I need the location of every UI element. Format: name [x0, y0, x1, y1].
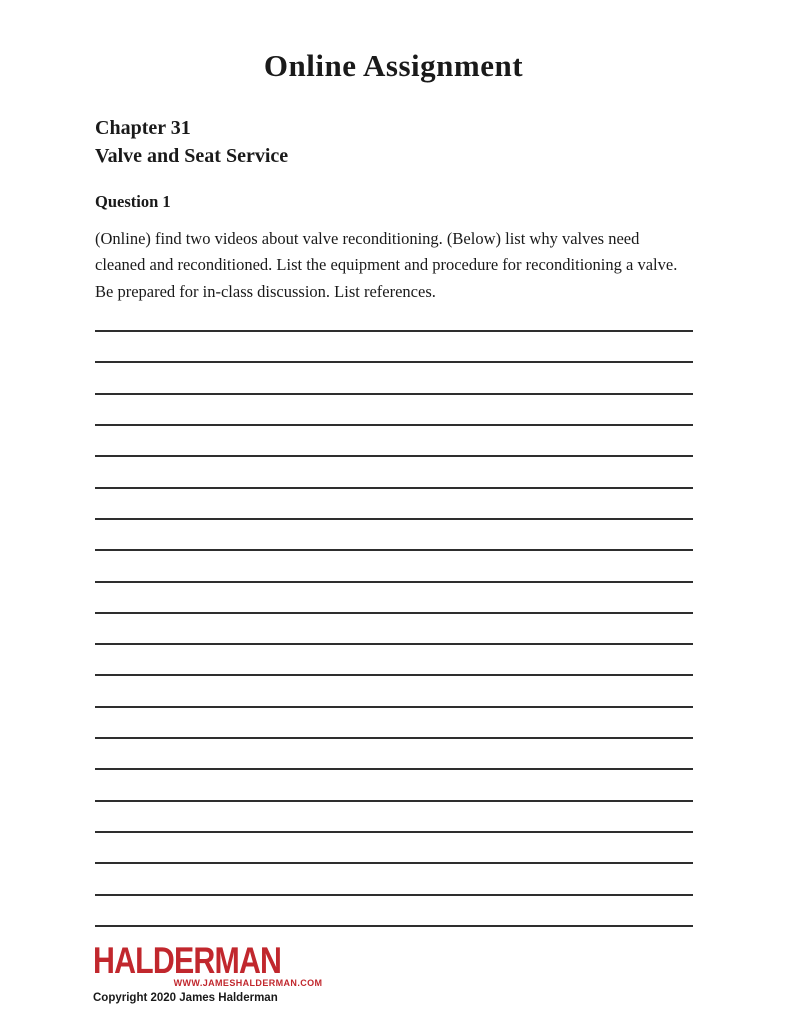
- answer-line: [95, 862, 693, 864]
- answer-line: [95, 800, 693, 802]
- page-title: Online Assignment: [263, 48, 524, 83]
- halderman-logo: [93, 940, 323, 988]
- chapter-subtitle: Valve and Seat Service: [95, 145, 289, 167]
- answer-line: [95, 424, 693, 426]
- answer-line: [95, 581, 693, 583]
- logo-website: WWW.JAMESHALDERMAN.COM: [173, 978, 323, 988]
- answer-line: [95, 737, 693, 739]
- answer-line: [95, 674, 693, 676]
- answer-line: [95, 768, 693, 770]
- answer-line: [95, 831, 693, 833]
- logo-text: HALDERMAN: [93, 940, 282, 982]
- answer-line: [95, 612, 693, 614]
- question-text: (Online) find two videos about valve reconditioning. (Below) list why valves need cleaned and reconditioned. List the equipment and procedure for reconditioning a valve. Be prepared for in-class discussion. List references.: [95, 229, 678, 301]
- answer-line: [95, 455, 693, 457]
- answer-line: [95, 643, 693, 645]
- answer-lines: [95, 330, 693, 927]
- answer-line: [95, 393, 693, 395]
- answer-line: [95, 894, 693, 896]
- answer-line: [95, 518, 693, 520]
- question-label: Question 1: [95, 192, 171, 211]
- answer-line: [95, 706, 693, 708]
- footer: [93, 940, 323, 1004]
- answer-line: [95, 361, 693, 363]
- chapter-heading: Chapter 31: [95, 117, 191, 139]
- answer-line: [95, 549, 693, 551]
- answer-line: [95, 925, 693, 927]
- answer-line: [95, 487, 693, 489]
- answer-line: [95, 330, 693, 332]
- copyright-text: Copyright 2020 James Halderman: [93, 992, 278, 1004]
